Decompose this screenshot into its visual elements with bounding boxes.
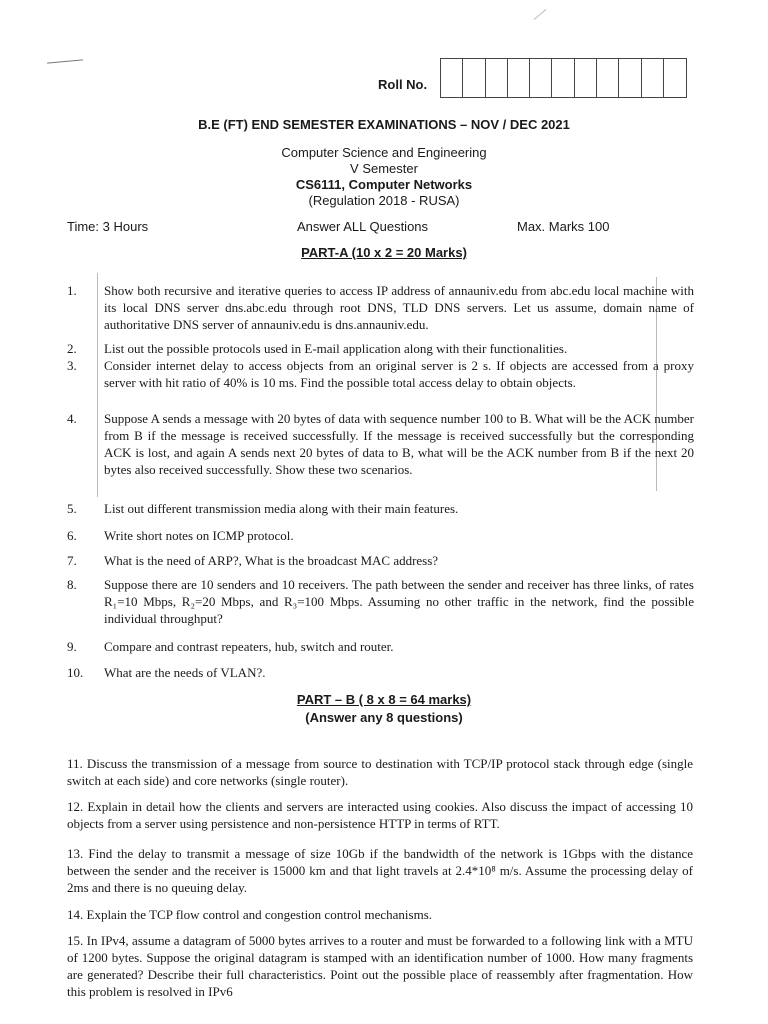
question-text: Show both recursive and iterative queries to access IP address of annauniv.edu from abc.edu local machine with its local DNS server dns.abc.edu through root DNS, TLD DNS servers. Let us assume, domain name of authoritative DNS server of annauniv.edu is dns.annauniv.edu. bbox=[104, 283, 694, 332]
answer-instruction: Answer ALL Questions bbox=[297, 219, 429, 234]
question-text: Suppose A sends a message with 20 bytes of data with sequence number 100 to B. What will be the ACK number from B if the message is received successfully. If the message is received successfully but the corresponding ACK is lost, and again A sends next 20 bytes of data to B, what will be the ACK number from B if the next 20 bytes also received successfully. Show these two scenarios. bbox=[104, 411, 694, 477]
question-text: Consider internet delay to access objects from an original server is 2 s. If objects are accessed from a proxy server with hit ratio of 40% is 10 ms. Find the possible total access delay to obtain objects. bbox=[104, 358, 694, 390]
regulation: (Regulation 2018 - RUSA) bbox=[308, 193, 460, 208]
question-item: 14. Explain the TCP flow control and congestion control mechanisms. bbox=[67, 907, 433, 922]
question-text: Write short notes on ICMP protocol. bbox=[104, 528, 294, 543]
question-number: 1. bbox=[67, 283, 77, 298]
question-number: 10. bbox=[67, 665, 84, 680]
roll-number-box bbox=[642, 59, 664, 97]
part-b-heading-text: PART – B ( 8 x 8 = 64 marks) bbox=[296, 692, 472, 707]
roll-number-box bbox=[575, 59, 597, 97]
part-b-heading bbox=[0, 692, 768, 707]
roll-number-box bbox=[463, 59, 485, 97]
question-text: List out the possible protocols used in E-mail application along with their functionalities. bbox=[104, 341, 568, 356]
question-item: 12. Explain in detail how the clients and servers are interacted using cookies. Also discuss the impact of accessing 10 objects from a server using persistence and non-persistence HTTP in terms of RTT. bbox=[67, 799, 693, 831]
roll-number-box bbox=[619, 59, 641, 97]
question-number: 2. bbox=[67, 341, 77, 356]
question-text: What is the need of ARP?, What is the broadcast MAC address? bbox=[104, 553, 439, 568]
department: Computer Science and Engineering bbox=[281, 145, 487, 160]
question-text: Suppose there are 10 senders and 10 receivers. The path between the sender and receiver has three links, of rates R₁=10 Mbps, R₂=20 Mbps, and R₃=100 Mbps. Assuming no other traffic in the network, find the possible individual throughput? bbox=[104, 577, 694, 626]
part-a-heading: PART-A (10 x 2 = 20 Marks) bbox=[301, 245, 467, 260]
exam-title: B.E (FT) END SEMESTER EXAMINATIONS – NOV / DEC 2021 bbox=[198, 117, 570, 132]
exam-duration: Time: 3 Hours bbox=[67, 219, 149, 234]
roll-number-boxes bbox=[440, 58, 687, 98]
question-number: 7. bbox=[67, 553, 77, 568]
roll-number-box bbox=[508, 59, 530, 97]
roll-number-box bbox=[441, 59, 463, 97]
question-text: What are the needs of VLAN?. bbox=[104, 665, 266, 680]
semester: V Semester bbox=[350, 161, 418, 176]
pen-mark bbox=[534, 9, 547, 20]
max-marks: Max. Marks 100 bbox=[517, 219, 610, 234]
question-number: 9. bbox=[67, 639, 77, 654]
question-text: Compare and contrast repeaters, hub, switch and router. bbox=[104, 639, 394, 654]
part-b-instruction: (Answer any 8 questions) bbox=[305, 710, 463, 725]
roll-number-label: Roll No. bbox=[378, 77, 428, 92]
question-item: 11. Discuss the transmission of a message from source to destination with TCP/IP protocol stack through edge (single switch at each side) and core networks (single router). bbox=[67, 756, 693, 788]
question-item: 13. Find the delay to transmit a message of size 10Gb if the bandwidth of the network is 1Gbps with the distance between the sender and the receiver is 15000 km and that light travels at 2.4*10⁸ m/s. Assume the processing delay of 2ms and there is no queuing delay. bbox=[67, 846, 693, 895]
roll-number-box bbox=[486, 59, 508, 97]
roll-number-box bbox=[530, 59, 552, 97]
question-number: 5. bbox=[67, 501, 77, 516]
question-number: 3. bbox=[67, 358, 77, 373]
roll-number-box bbox=[552, 59, 574, 97]
question-item: 15. In IPv4, assume a datagram of 5000 bytes arrives to a router and must be forwarded to a following link with a MTU of 1200 bytes. Suppose the original datagram is stamped with an identification number of 1000. How many fragments are generated? Describe their full characteristics. Point out the possible place of reassembly after fragmentation. How this problem is resolved in IPv6 bbox=[67, 933, 693, 999]
margin-line bbox=[97, 273, 98, 497]
question-number: 4. bbox=[67, 411, 77, 426]
question-number: 8. bbox=[67, 577, 77, 592]
course-title: CS6111, Computer Networks bbox=[295, 177, 473, 192]
question-text: List out different transmission media along with their main features. bbox=[104, 501, 459, 516]
roll-number-box bbox=[597, 59, 619, 97]
pen-mark bbox=[47, 59, 83, 63]
question-number: 6. bbox=[67, 528, 77, 543]
roll-number-box bbox=[664, 59, 686, 97]
